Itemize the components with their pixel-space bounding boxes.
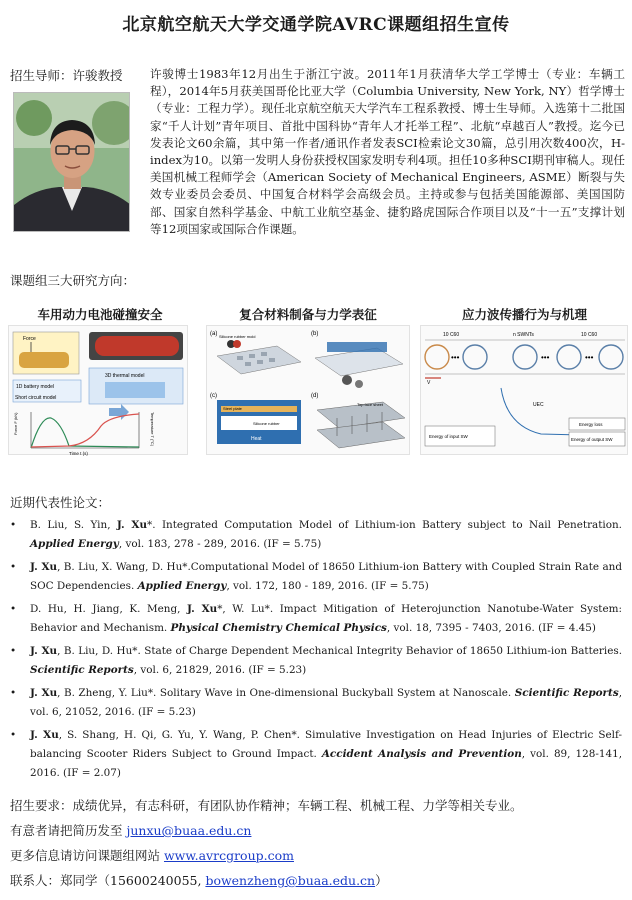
contact-email-link[interactable]: bowenzheng@buaa.edu.cn	[205, 873, 376, 888]
website-line: 更多信息请访问课题组网站 www.avrcgroup.com	[10, 848, 294, 863]
fig-label-c: (c)	[210, 393, 217, 399]
fig-label-rubber: Silicone rubber	[253, 421, 280, 426]
battery-figure	[8, 325, 188, 455]
fig-label-short-circuit: Short circuit model	[15, 395, 57, 401]
fig-label-steel: Steel plate	[223, 406, 242, 411]
svg-text:•••: •••	[451, 353, 460, 362]
fig-label-velocity: V	[427, 380, 431, 386]
website-link[interactable]: www.avrcgroup.com	[163, 848, 294, 863]
fig-label-a: (a)	[210, 331, 218, 337]
advisor-bio: 许骏博士1983年12月出生于浙江宁波。2011年1月获清华大学工学博士（专业：车辆工程），2014年5月获美国哥伦比亚大学（Columbia University, New York, NY）哲学博士（专业：工程力学）。现任北京航空航天大学汽车工程系教授、博士生导师。入选第十二批国家“千人计划”青年项目、首批中国科协“青年人才托举工程”、北航“卓越百人”教授。迄今已发表论文60余篇，其中第一作者/通讯作者发表SCI检索论文30篇，总引用次数400次，H-index为10。以第一发明人身份获授权国家发明专利4项。担任10多种SCI期刊审稿人。现任美国机械工程师学会（American Society of Mechanical Engineers, ASME）断裂与失效专业委员会委员、中国复合材料学会高级会员。主持或参与包括美国能源部、美国国防部、国家自然科学基金、中航工业航空基金、捷豹路虎国际合作项目以及“十一五”支撑计划等12项国家或国际合作课题。	[150, 67, 625, 236]
papers-label: 近期代表性论文：	[10, 495, 111, 510]
composite-figure	[206, 325, 410, 455]
fig-label-energy-loss: Energy loss	[579, 422, 603, 427]
advisor-label: 招生导师：许骏教授	[10, 68, 123, 83]
advisor-photo	[13, 92, 130, 232]
fig-label-force: Force	[23, 336, 36, 342]
contact-line: 联系人：郑同学（15600240055, bowenzheng@buaa.edu.cn）	[10, 873, 388, 888]
paper-item: • J. Xu, B. Liu, X. Wang, D. Hu*.Computational Model of 18650 Lithium-ion Battery with Coupled Strain Rate and SOC Dependencies. Applied Energy, vol. 172, 180 - 189, 2016. (IF = 5.75)	[10, 558, 622, 596]
fig-label-mold: Silicone rubber mold	[219, 334, 256, 339]
fig-xlabel: Time t (s)	[69, 451, 88, 456]
fig-label-c60-right: 10 C60	[581, 332, 598, 338]
paper-item: • B. Liu, S. Yin, J. Xu*. Integrated Computation Model of Lithium-ion Battery subject to Nail Penetration. Applied Energy, vol. 183, 278 - 289, 2016. (IF = 5.75)	[10, 516, 622, 554]
paper-item: • J. Xu, B. Liu, D. Hu*. State of Charge Dependent Mechanical Integrity Behavior of 18650 Lithium-ion Batteries. Scientific Reports, vol. 6, 21829, 2016. (IF = 5.23)	[10, 642, 622, 680]
direction-title-composite: 复合材料制备与力学表征	[239, 307, 377, 322]
cv-email-link[interactable]: junxu@buaa.edu.cn	[126, 823, 252, 838]
svg-text:•••: •••	[585, 353, 594, 362]
fig-label-swnts: n SWNTs	[513, 332, 534, 338]
paper-item: • J. Xu, S. Shang, H. Qi, G. Yu, Y. Wang, P. Chen*. Simulative Investigation on Head Injuries of Electric Self-balancing Scooter Riders Subject to Ground Impact. Accident Analysis and Prevention, vol. 89, 128-141, 2016. (IF = 2.07)	[10, 726, 622, 783]
fig-label-b: (b)	[311, 331, 319, 337]
svg-text:•••: •••	[541, 353, 550, 362]
fig-label-output-sw: Energy of output SW	[571, 437, 613, 442]
stress-wave-figure	[420, 325, 628, 455]
page-title: 北京航空航天大学交通学院AVRC课题组招生宣传	[122, 15, 510, 35]
requirements-text: 招生要求：成绩优异，有志科研，有团队协作精神；车辆工程、机械工程、力学等相关专业。	[10, 798, 523, 813]
fig-ylabel-right: Temperature T (°C)	[150, 412, 155, 447]
papers-list	[10, 516, 622, 787]
fig-label-input-sw: Energy of input SW	[429, 434, 468, 439]
fig-ylabel-left: Force F (kN)	[13, 412, 18, 435]
fig-label-c60-left: 10 C60	[443, 332, 460, 338]
fig-label-heat: Heat	[251, 436, 262, 442]
fig-label-d: (d)	[311, 393, 319, 399]
fig-label-3d-thermal: 3D thermal model	[105, 373, 145, 379]
paper-item: • D. Hu, H. Jiang, K. Meng, J. Xu*, W. Lu*. Impact Mitigation of Heterojunction Nanotube-Water System: Behavior and Mechanism. Physical Chemistry Chemical Physics, vol. 18, 7395 - 7403, 2016. (IF = 4.45)	[10, 600, 622, 638]
direction-title-stress-wave: 应力波传播行为与机理	[461, 307, 587, 322]
paper-item: • J. Xu, B. Zheng, Y. Liu*. Solitary Wave in One-dimensional Buckyball System at Nanoscale. Scientific Reports, vol. 6, 21052, 2016. (IF = 5.23)	[10, 684, 622, 722]
direction-title-battery: 车用动力电池碰撞安全	[37, 307, 163, 322]
fig-label-1d-battery: 1D battery model	[16, 384, 55, 390]
fig-label-topface: Top face sheet	[357, 402, 384, 407]
cv-line: 有意者请把简历发至 junxu@buaa.edu.cn	[10, 823, 252, 838]
fig-label-uec: UEC	[533, 402, 544, 408]
research-directions-label: 课题组三大研究方向：	[10, 273, 136, 288]
